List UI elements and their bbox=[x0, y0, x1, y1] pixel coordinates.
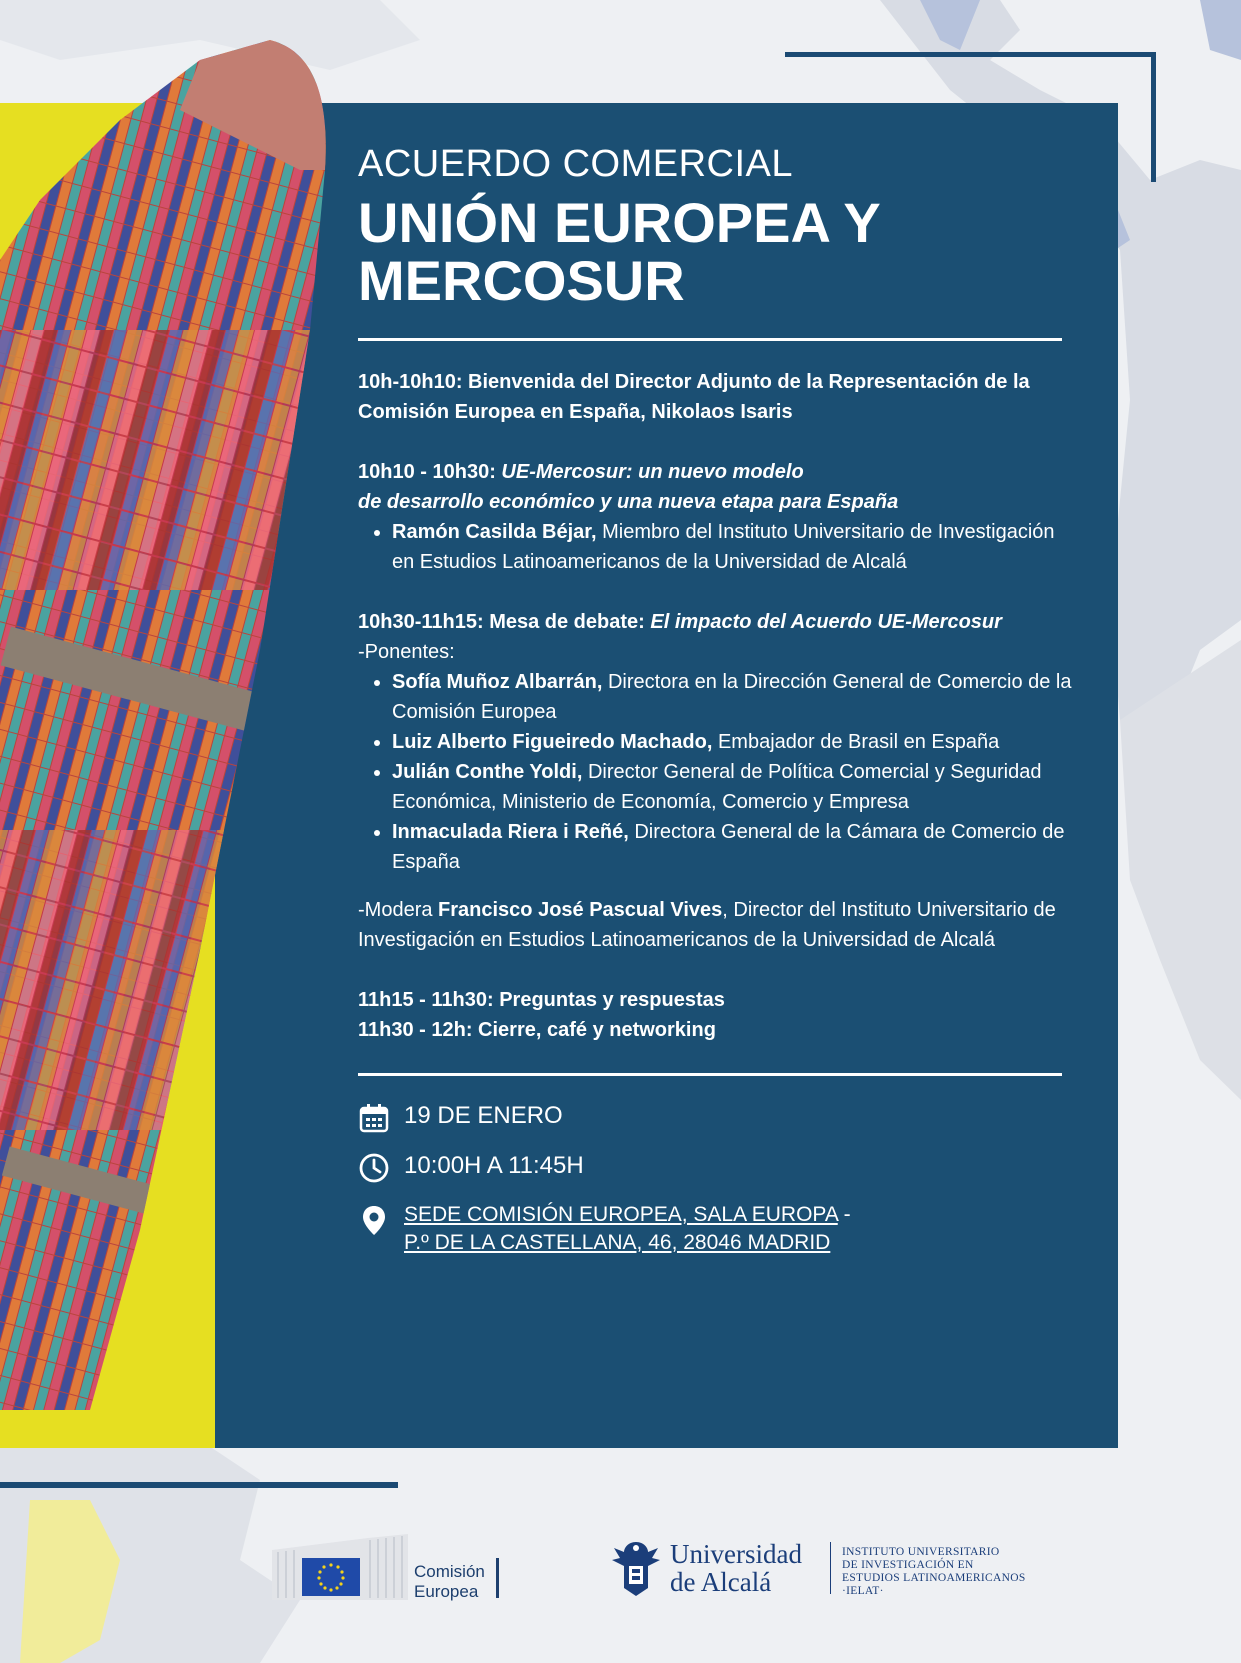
event-venue bbox=[358, 1200, 1078, 1256]
ponentes-label: -Ponentes: bbox=[358, 641, 455, 663]
session-debate-title: El impacto del Acuerdo UE-Mercosur bbox=[650, 611, 1002, 633]
ielat-line2: DE INVESTIGACIÓN EN bbox=[842, 1559, 974, 1571]
ec-logo-line1: Comisión bbox=[414, 1562, 485, 1581]
moderator-name: Francisco José Pascual Vives bbox=[438, 899, 723, 921]
calendar-icon bbox=[358, 1102, 390, 1134]
keynote-speakers bbox=[358, 517, 1078, 577]
venue-text bbox=[404, 1200, 851, 1256]
european-commission-logo bbox=[272, 1532, 504, 1602]
speaker-item bbox=[392, 667, 1078, 727]
ua-logo-text bbox=[670, 1540, 802, 1596]
debate-speakers bbox=[358, 667, 1078, 877]
speaker-role: Director General de Política Comercial y Seguridad Económica, Ministerio de Economía, Comercio y Empresa bbox=[392, 761, 1042, 813]
agenda-content bbox=[358, 140, 1078, 1256]
university-crest-icon bbox=[610, 1538, 662, 1598]
ec-logo-text bbox=[414, 1562, 485, 1602]
agenda-list bbox=[358, 367, 1078, 1045]
speaker-role: Directora General de la Cámara de Comercio de España bbox=[392, 821, 1065, 873]
ua-logo-line1: Universidad bbox=[670, 1539, 802, 1569]
venue-link-line2[interactable]: P.º DE LA CASTELLANA, 46, 28046 MADRID bbox=[404, 1231, 831, 1254]
event-subtitle: ACUERDO COMERCIAL bbox=[358, 143, 793, 185]
session-debate bbox=[358, 607, 1078, 637]
clock-icon bbox=[358, 1152, 390, 1184]
speaker-name: Ramón Casilda Béjar, bbox=[392, 521, 597, 543]
speaker-role: Miembro del Instituto Universitario de Investigación en Estudios Latinoamericanos de la Universidad de Alcalá bbox=[392, 521, 1055, 573]
container-ship-image bbox=[0, 30, 345, 1410]
frame-line-bottom bbox=[0, 1482, 398, 1488]
speaker-name: Luiz Alberto Figueiredo Machado, bbox=[392, 731, 713, 753]
frame-line-top bbox=[785, 52, 1155, 57]
session-keynote bbox=[358, 457, 1078, 517]
session-keynote-time: 10h10 - 10h30: bbox=[358, 461, 502, 483]
ielat-divider bbox=[830, 1542, 831, 1594]
session-debate-time: 10h30-11h15: Mesa de debate: bbox=[358, 611, 651, 633]
ua-logo-line2: de Alcalá bbox=[670, 1567, 772, 1597]
event-title-line1: UNIÓN EUROPEA Y bbox=[358, 191, 881, 254]
venue-separator: - bbox=[837, 1203, 851, 1226]
speaker-item bbox=[392, 757, 1078, 817]
ielat-line1: INSTITUTO UNIVERSITARIO bbox=[842, 1546, 1000, 1558]
frame-line-right bbox=[1151, 52, 1156, 182]
event-time bbox=[358, 1152, 1078, 1184]
ielat-line3: ESTUDIOS LATINOAMERICANOS bbox=[842, 1572, 1026, 1584]
speaker-item bbox=[392, 817, 1078, 877]
speaker-item bbox=[392, 727, 1078, 757]
event-time-text: 10:00H A 11:45H bbox=[404, 1152, 584, 1179]
moderator-prefix: -Modera bbox=[358, 899, 439, 921]
speaker-name: Sofía Muñoz Albarrán, bbox=[392, 671, 603, 693]
event-date-text: 19 DE ENERO bbox=[404, 1102, 563, 1129]
speaker-role: Directora en la Dirección General de Comercio de la Comisión Europea bbox=[392, 671, 1072, 723]
speaker-name: Inmaculada Riera i Reñé, bbox=[392, 821, 629, 843]
event-title-line2: MERCOSUR bbox=[358, 249, 685, 312]
speaker-role: Embajador de Brasil en España bbox=[712, 731, 1000, 753]
event-title bbox=[358, 191, 1078, 312]
event-date bbox=[358, 1102, 1078, 1134]
ec-logo-line2: Europea bbox=[414, 1582, 479, 1601]
moderator bbox=[358, 895, 1078, 955]
moderator-role: , Director del Instituto Universitario de Investigación en Estudios Latinoamericanos de la Universidad de Alcalá bbox=[358, 899, 1056, 951]
session-keynote-title-b: de desarrollo económico y una nueva etapa para España bbox=[358, 491, 899, 513]
session-keynote-title-a: UE-Mercosur: un nuevo modelo bbox=[501, 461, 804, 483]
session-qa: 11h15 - 11h30: Preguntas y respuestas bbox=[358, 989, 725, 1011]
venue-link-line1[interactable]: SEDE COMISIÓN EUROPEA, SALA EUROPA bbox=[404, 1203, 838, 1226]
speaker-item bbox=[392, 517, 1078, 577]
ec-logo-bar bbox=[496, 1558, 499, 1598]
location-pin-icon bbox=[358, 1204, 390, 1236]
ec-building-icon bbox=[272, 1532, 408, 1602]
universidad-alcala-logo bbox=[610, 1538, 1050, 1602]
session-welcome: 10h-10h10: Bienvenida del Director Adjunto de la Representación de la Comisión Europea en España, Nikolaos Isaris bbox=[358, 371, 1030, 423]
session-closing: 11h30 - 12h: Cierre, café y networking bbox=[358, 1019, 716, 1041]
ielat-logo-text bbox=[842, 1546, 1026, 1598]
speaker-name: Julián Conthe Yoldi, bbox=[392, 761, 583, 783]
ielat-line4: ·IELAT· bbox=[842, 1585, 884, 1597]
